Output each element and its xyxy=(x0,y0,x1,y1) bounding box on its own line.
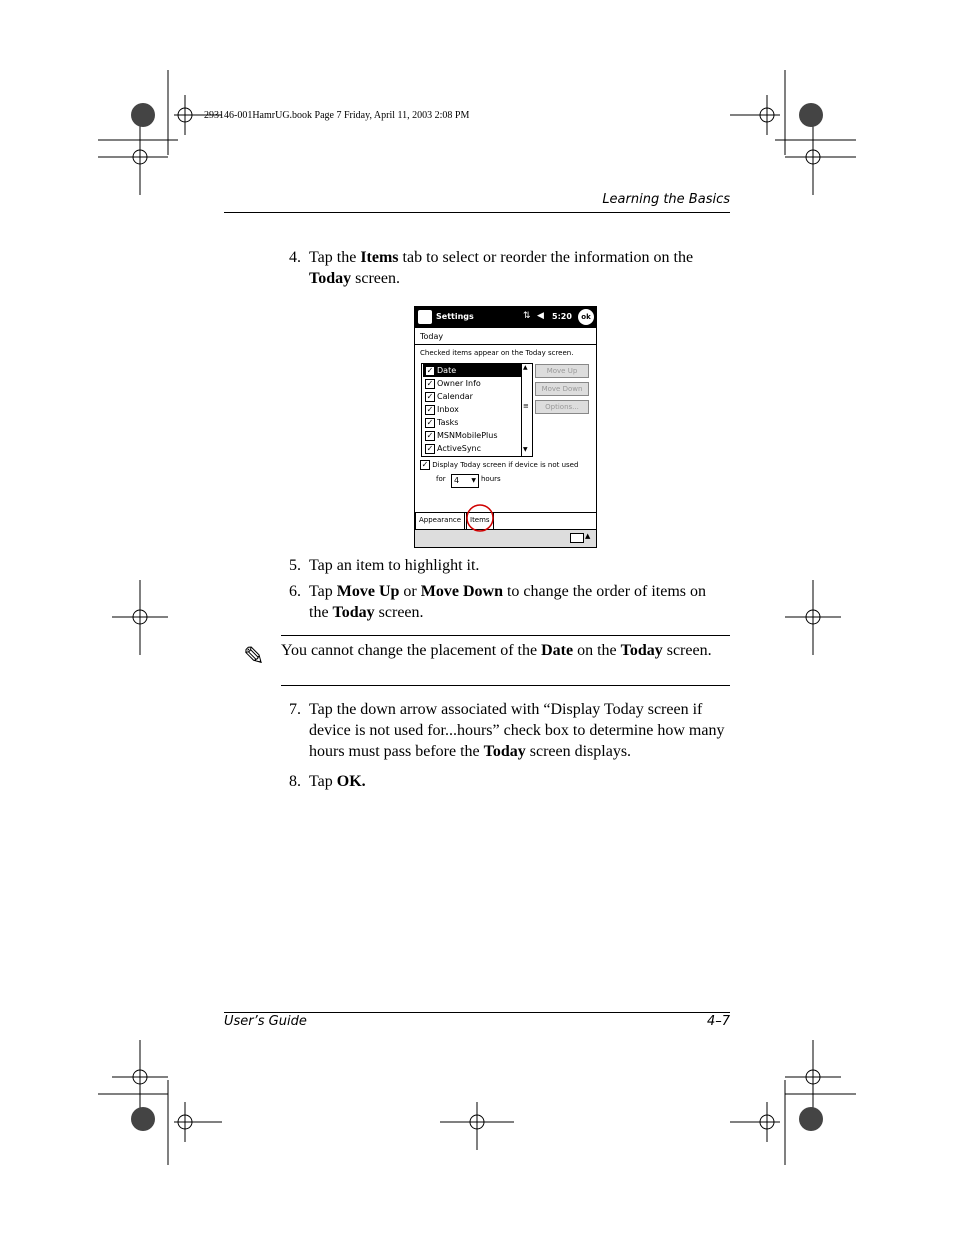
text: tab to select or reorder the information on the xyxy=(398,249,694,266)
footer-left: User’s Guide xyxy=(224,1014,307,1029)
list-item[interactable] xyxy=(423,403,521,416)
items-list[interactable] xyxy=(421,363,533,457)
text: screen. xyxy=(374,604,424,621)
ok-button[interactable]: ok xyxy=(578,309,594,325)
hours-label: hours xyxy=(481,475,501,483)
item-label: ActiveSync xyxy=(437,444,482,453)
step-4 xyxy=(289,247,734,291)
pda-screenshot xyxy=(414,306,597,548)
pda-menu-bar xyxy=(415,529,596,548)
running-head: Learning the Basics xyxy=(602,192,730,207)
footer-rule xyxy=(224,1012,730,1013)
checkbox-checked-icon[interactable]: ✓ xyxy=(426,405,434,414)
pencil-icon: ✎ xyxy=(243,642,265,671)
hours-select[interactable] xyxy=(451,474,479,488)
text: to change the order of items on the xyxy=(309,583,707,621)
scroll-down-icon[interactable]: ▼ xyxy=(523,446,528,453)
move-down-button[interactable]: Move Down xyxy=(535,382,589,396)
note-bottom-rule xyxy=(281,685,730,686)
chevron-down-icon[interactable]: ▼ xyxy=(471,477,476,484)
bold-text: Move Down xyxy=(420,583,503,600)
checkbox-checked-icon[interactable]: ✓ xyxy=(426,444,434,453)
step-text xyxy=(309,247,729,289)
step-number: 5. xyxy=(289,557,301,574)
step-number: 4. xyxy=(289,249,301,266)
pda-time: 5:20 xyxy=(552,312,572,321)
text: screen. xyxy=(662,642,712,659)
checkbox-checked-icon[interactable]: ✓ xyxy=(426,379,434,388)
options-button[interactable]: Options... xyxy=(535,400,589,414)
option-label: Display Today screen if device is not used xyxy=(432,461,579,469)
pda-title-bar xyxy=(415,307,596,328)
checkbox-checked-icon[interactable]: ✓ xyxy=(426,431,434,440)
text: You cannot change the placement of the xyxy=(281,642,542,659)
note-top-rule xyxy=(281,635,730,636)
list-item[interactable] xyxy=(423,364,521,377)
speaker-icon: ◀ xyxy=(537,311,544,321)
bold-text: Today xyxy=(620,642,663,659)
bold-text: Today xyxy=(309,270,352,287)
pda-info-text: Checked items appear on the Today screen. xyxy=(420,349,574,357)
item-label: MSNMobilePlus xyxy=(437,431,498,440)
list-scrollbar[interactable] xyxy=(521,364,532,456)
bold-text: Items xyxy=(360,249,399,266)
text: or xyxy=(399,583,421,600)
text: Tap xyxy=(309,773,337,790)
item-label: Calendar xyxy=(437,392,473,401)
step-number: 6. xyxy=(289,583,301,600)
bold-text: Today xyxy=(332,604,375,621)
text: Tap the xyxy=(309,249,361,266)
text: Tap xyxy=(309,583,337,600)
list-item[interactable] xyxy=(423,416,521,429)
item-label: Inbox xyxy=(437,405,459,414)
text: screen displays. xyxy=(525,743,632,760)
list-item[interactable] xyxy=(423,390,521,403)
text: Tap the down arrow associated with “Display Today screen if device is not used for...hours” check box to determine how many hours must pass before the xyxy=(309,701,725,760)
text: screen. xyxy=(351,270,400,287)
pda-title: Settings xyxy=(436,312,474,321)
step-8 xyxy=(289,771,734,793)
print-slug: 293146-001HamrUG.book Page 7 Friday, April 11, 2003 2:08 PM xyxy=(204,110,470,121)
list-item[interactable] xyxy=(423,442,521,455)
divider xyxy=(415,344,596,345)
list-item[interactable] xyxy=(423,377,521,390)
bold-text: Today xyxy=(483,743,526,760)
step-text xyxy=(309,771,729,792)
display-today-option[interactable] xyxy=(420,460,578,470)
checkbox-checked-icon[interactable]: ✓ xyxy=(426,392,434,401)
bold-text: OK. xyxy=(336,773,366,790)
windows-flag-icon xyxy=(418,310,432,324)
header-rule xyxy=(224,212,730,213)
step-number: 7. xyxy=(289,701,301,718)
step-5 xyxy=(289,555,734,577)
pda-header: Today xyxy=(420,332,444,341)
scroll-up-icon[interactable]: ▲ xyxy=(523,364,528,371)
tab-appearance[interactable]: Appearance xyxy=(415,513,465,530)
hours-value: 4 xyxy=(454,476,460,485)
checkbox-checked-icon[interactable]: ✓ xyxy=(421,460,429,469)
item-label: Date xyxy=(437,366,457,375)
step-text xyxy=(309,581,729,623)
for-label: for xyxy=(436,475,446,483)
note-text xyxy=(281,641,721,660)
move-up-button[interactable]: Move Up xyxy=(535,364,589,378)
bold-text: Move Up xyxy=(336,583,400,600)
step-7 xyxy=(289,699,734,764)
tab-items[interactable]: Items xyxy=(466,513,494,530)
up-arrow-icon[interactable]: ▲ xyxy=(585,532,591,540)
checkbox-checked-icon[interactable]: ✓ xyxy=(426,418,434,427)
keyboard-icon[interactable] xyxy=(570,533,584,543)
item-label: Owner Info xyxy=(437,379,481,388)
highlight-circle xyxy=(465,503,495,533)
step-number: 8. xyxy=(289,773,301,790)
page-number: 4–7 xyxy=(706,1014,730,1029)
bold-text: Date xyxy=(541,642,574,659)
item-label: Tasks xyxy=(437,418,459,427)
checkbox-checked-icon[interactable]: ✓ xyxy=(426,366,434,375)
connectivity-icon: ⇅ xyxy=(523,311,531,321)
step-6 xyxy=(289,581,734,625)
scroll-thumb-icon[interactable]: ≡ xyxy=(523,402,529,410)
text: on the xyxy=(573,642,621,659)
step-text xyxy=(309,699,729,762)
step-text: Tap an item to highlight it. xyxy=(309,557,480,574)
list-item[interactable] xyxy=(423,429,521,442)
